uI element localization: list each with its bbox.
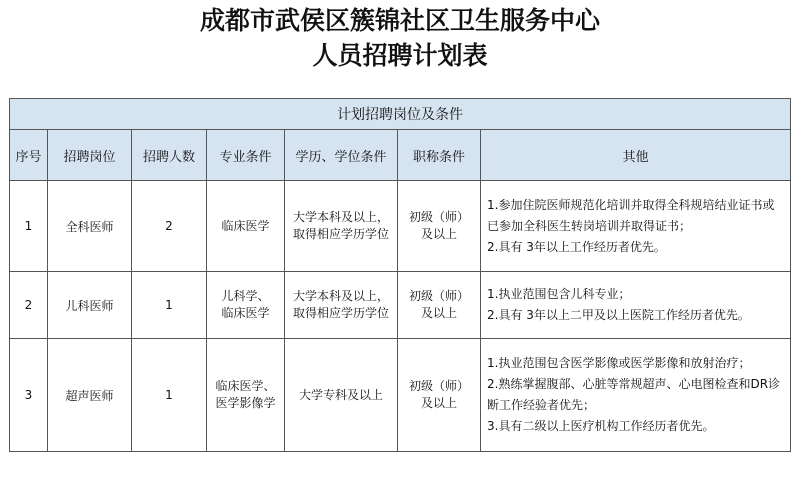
header-other: 其他 xyxy=(481,130,791,181)
header-major: 专业条件 xyxy=(207,130,285,181)
cell-post: 超声医师 xyxy=(48,339,132,452)
other-line: 3.具有二级以上医疗机构工作经历者优先。 xyxy=(487,419,715,433)
degree-line: 取得相应学历学位 xyxy=(292,227,389,241)
other-line: 已参加全科医生转岗培训并取得证书； xyxy=(487,218,692,233)
cell-major xyxy=(207,339,285,452)
other-line: 1.参加住院医师规范化培训并取得全科规培结业证书或 xyxy=(487,197,775,212)
cell-count: 1 xyxy=(132,339,207,452)
header-post: 招聘岗位 xyxy=(48,130,132,181)
other-line: 2.具有 3年以上二甲及以上医院工作经历者优先。 xyxy=(487,308,750,322)
title-line: 初级（师） xyxy=(408,379,469,393)
document-title: 成都市武侯区簇锦社区卫生服务中心 xyxy=(199,6,600,35)
cell-degree xyxy=(285,339,398,452)
major-line: 临床医学 xyxy=(221,218,270,233)
header-title: 职称条件 xyxy=(398,130,481,181)
cell-title xyxy=(398,181,481,272)
header-count: 招聘人数 xyxy=(132,130,207,181)
degree-line: 大学本科及以上， xyxy=(292,289,389,303)
title-line: 及以上 xyxy=(420,306,457,320)
cell-seq: 3 xyxy=(10,339,48,452)
title-line: 初级（师） xyxy=(408,289,469,303)
major-line: 儿科学、 xyxy=(221,289,270,303)
header-seq: 序号 xyxy=(10,130,48,181)
other-line: 断工作经验者优先； xyxy=(487,398,596,412)
cell-post: 全科医师 xyxy=(48,181,132,272)
table-row xyxy=(10,181,791,272)
cell-major xyxy=(207,272,285,339)
cell-degree xyxy=(285,181,398,272)
other-line: 2.具有 3年以上工作经历者优先。 xyxy=(487,239,666,254)
degree-line: 取得相应学历学位 xyxy=(292,306,389,320)
cell-degree xyxy=(285,272,398,339)
cell-other xyxy=(481,181,791,272)
table-row xyxy=(10,272,791,339)
cell-other xyxy=(481,272,791,339)
cell-other xyxy=(481,339,791,452)
recruitment-table xyxy=(9,98,791,452)
table-banner-row xyxy=(10,99,791,130)
header-degree: 学历、学位条件 xyxy=(285,130,398,181)
major-line: 临床医学 xyxy=(221,306,270,320)
cell-seq: 1 xyxy=(10,181,48,272)
degree-line: 大学本科及以上， xyxy=(292,210,389,224)
other-line: 1.执业范围包含儿科专业； xyxy=(487,287,631,301)
table-header-row xyxy=(10,130,791,181)
other-line: 2.熟练掌握腹部、心脏等常规超声、心电图检查和DR诊 xyxy=(487,377,781,391)
title-line: 及以上 xyxy=(420,396,457,410)
document-subtitle: 人员招聘计划表 xyxy=(312,41,488,70)
cell-major xyxy=(207,181,285,272)
major-line: 医学影像学 xyxy=(215,396,276,410)
cell-seq: 2 xyxy=(10,272,48,339)
title-line: 及以上 xyxy=(420,227,457,241)
cell-post: 儿科医师 xyxy=(48,272,132,339)
table-banner: 计划招聘岗位及条件 xyxy=(10,99,791,130)
major-line: 临床医学、 xyxy=(215,379,276,393)
cell-title xyxy=(398,339,481,452)
title-line: 初级（师） xyxy=(408,210,469,224)
cell-title xyxy=(398,272,481,339)
table-row xyxy=(10,339,791,452)
cell-count: 1 xyxy=(132,272,207,339)
degree-line: 大学专科及以上 xyxy=(298,387,383,402)
other-line: 1.执业范围包含医学影像或医学影像和放射治疗； xyxy=(487,356,751,370)
cell-count: 2 xyxy=(132,181,207,272)
